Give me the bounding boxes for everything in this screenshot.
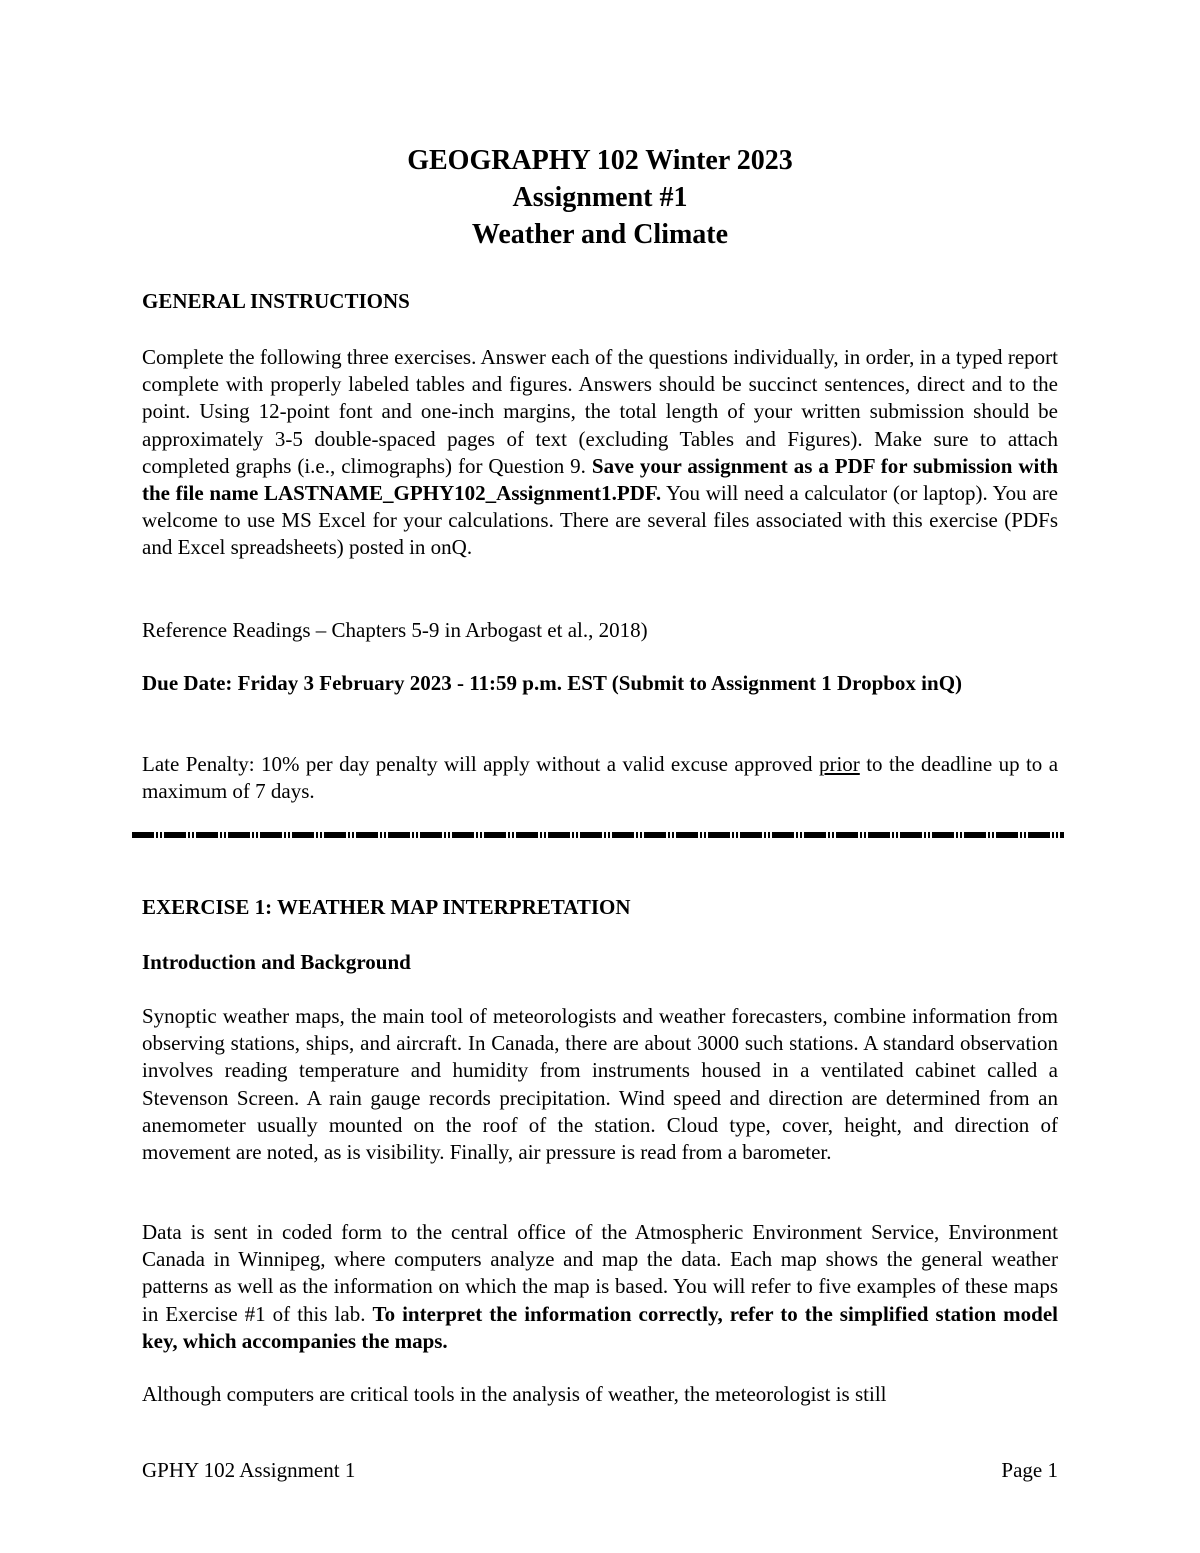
exercise1-paragraph-2-bold: To interpret the information correctly, refer to the simplified station model key, which accompanies the maps.	[142, 1301, 1059, 1353]
due-date: Due Date: Friday 3 February 2023 - 11:59 p.m. EST (Submit to Assignment 1 Dropbox inQ)	[142, 671, 963, 695]
late-penalty	[142, 751, 1058, 805]
title-course: GEOGRAPHY 102 Winter 2023	[407, 145, 793, 176]
title-assignment: Assignment #1	[512, 182, 688, 213]
title-topic: Weather and Climate	[471, 219, 729, 250]
late-penalty-text-b: to the deadline up to a maximum of 7 days.	[142, 752, 1059, 804]
general-instructions-heading: GENERAL INSTRUCTIONS	[142, 289, 410, 313]
exercise1-paragraph-2-text: Data is sent in coded form to the central office of the Atmospheric Environment Service, Environment Canada in Winnipeg, where computers analyze and map the data. Each map shows the general weather patterns as well as the information on which the map is based. You will refer to five examples of these maps in Exercise #1 of this lab.	[142, 1220, 1058, 1326]
exercise1-paragraph-1: Synoptic weather maps, the main tool of meteorologists and weather forecasters, combine information from observing stations, ships, and aircraft. In Canada, there are about 3000 such stations. A standard observation involves reading temperature and humidity from instruments housed in a ventilated cabinet called a Stevenson Screen. A rain gauge records precipitation. Wind speed and direction are determined from an anemometer usually mounted on the roof of the station. Cloud type, cover, height, and direction of movement are noted, as is visibility. Finally, air pressure is read from a barometer.	[142, 1004, 1058, 1165]
document-title	[142, 142, 1058, 253]
footer-left: GPHY 102 Assignment 1	[142, 1458, 356, 1482]
instructions-tail: You will need a calculator (or laptop). You are welcome to use MS Excel for your calculations. There are several files associated with this exercise (PDFs and Excel spreadsheets) posted in onQ.	[142, 481, 1058, 560]
section-divider	[132, 832, 1064, 838]
footer-page-number: Page 1	[1001, 1458, 1058, 1482]
exercise1-heading: EXERCISE 1: WEATHER MAP INTERPRETATION	[142, 895, 631, 919]
exercise1-paragraph-2	[142, 1219, 1058, 1355]
late-penalty-text-a: Late Penalty: 10% per day penalty will apply without a valid excuse approved	[142, 752, 813, 776]
late-penalty-underlined: prior	[818, 752, 860, 776]
instructions-bold: Save your assignment as a PDF for submission with the file name LASTNAME_GPHY102_Assignment1.PDF.	[142, 453, 1059, 506]
instructions-text: Complete the following three exercises. Answer each of the questions individually, in order, in a typed report complete with properly labeled tables and figures. Answers should be succinct sentences, direct and to the point. Using 12-point font and one-inch margins, the total length of your written submission should be approximately 3-5 double-spaced pages of text (excluding Tables and Figures). Make sure to attach completed graphs (i.e., climographs) for Question 9.	[142, 345, 1058, 478]
exercise1-paragraph-3: Although computers are critical tools in the analysis of weather, the meteorologist is still	[142, 1382, 887, 1406]
exercise1-subheading: Introduction and Background	[142, 950, 411, 974]
reference-readings: Reference Readings – Chapters 5-9 in Arbogast et al., 2018)	[142, 618, 648, 642]
general-instructions-paragraph	[142, 344, 1058, 562]
